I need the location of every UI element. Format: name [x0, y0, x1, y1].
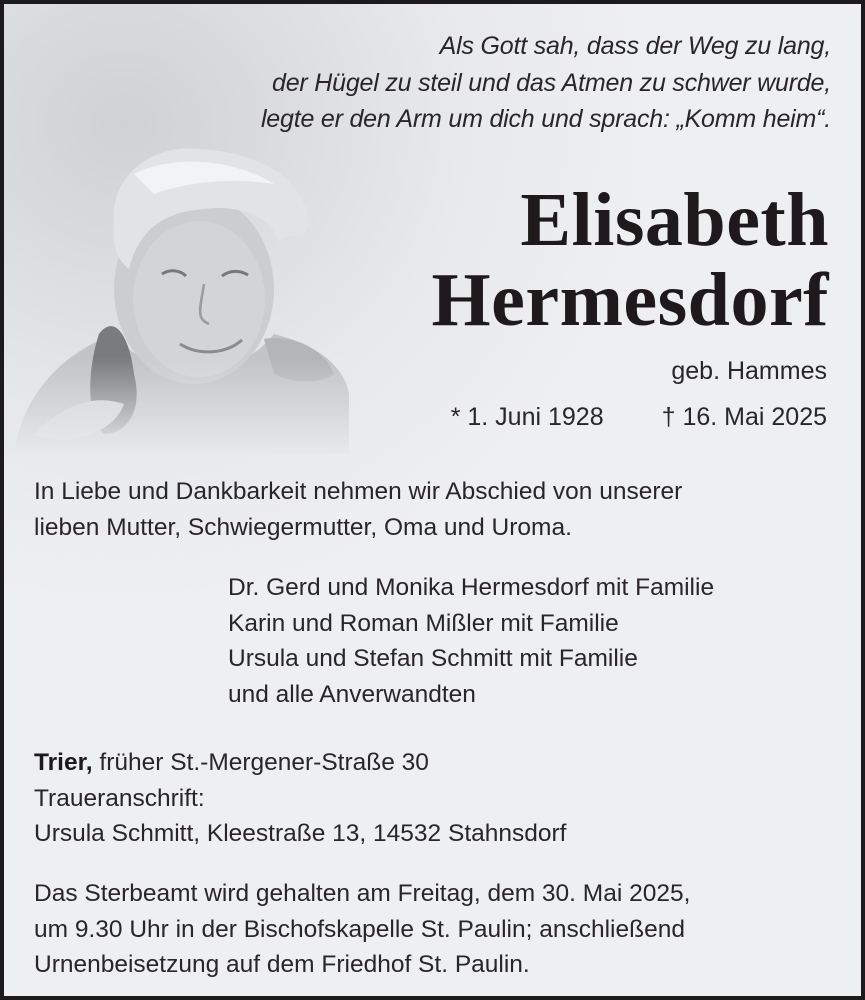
- verse-line: Als Gott sah, dass der Weg zu lang,: [439, 32, 831, 60]
- service-line: um 9.30 Uhr in der Bischofskapelle St. Paulin; anschließend: [34, 915, 685, 943]
- obituary-notice: [4, 4, 861, 996]
- mourner: Dr. Gerd und Monika Hermesdorf mit Familie: [228, 574, 715, 601]
- death-date: 16. Mai 2025: [682, 403, 827, 431]
- funeral-service-info: [34, 876, 690, 983]
- mourning-address: [34, 745, 566, 852]
- mourner: Ursula und Stefan Schmitt mit Familie: [228, 645, 638, 672]
- mourner: Karin und Roman Mißler mit Familie: [228, 609, 619, 637]
- portrait-photo: [4, 134, 349, 454]
- mourners-list: [228, 570, 714, 712]
- verse-line: der Hügel zu steil und das Atmen zu schwer wurde,: [272, 68, 831, 97]
- farewell-line: In Liebe und Dankbarkeit nehmen wir Abschied von unserer: [34, 478, 683, 505]
- farewell-line: lieben Mutter, Schwiegermutter, Oma und Uroma.: [34, 513, 572, 541]
- farewell-text: [34, 474, 682, 545]
- mourner: und alle Anverwandten: [228, 680, 476, 708]
- former-address: früher St.-Mergener-Straße 30: [99, 749, 429, 776]
- service-line: Das Sterbeamt wird gehalten am Freitag, dem 30. Mai 2025,: [34, 880, 691, 907]
- last-name: Hermesdorf: [431, 258, 829, 342]
- birth-date: 1. Juni 1928: [467, 403, 604, 431]
- maiden-name: geb. Hammes: [671, 357, 827, 385]
- deceased-name: [431, 180, 829, 340]
- first-name: Elisabeth: [520, 178, 829, 262]
- verse-quote: [261, 28, 831, 138]
- life-dates: [451, 402, 827, 432]
- address-label: Traueranschrift:: [34, 784, 205, 812]
- former-residence: [34, 745, 566, 781]
- service-line: Urnenbeisetzung auf dem Friedhof St. Paulin.: [34, 951, 530, 978]
- verse-line: legte er den Arm um dich und sprach: „Komm heim“.: [260, 105, 831, 133]
- contact-address: Ursula Schmitt, Kleestraße 13, 14532 Stahnsdorf: [34, 820, 567, 847]
- city: Trier,: [34, 749, 93, 776]
- death-cross-icon: †: [661, 403, 676, 431]
- birth-date-group: [451, 402, 604, 432]
- birth-star-icon: *: [450, 403, 461, 431]
- death-date-group: [662, 402, 827, 432]
